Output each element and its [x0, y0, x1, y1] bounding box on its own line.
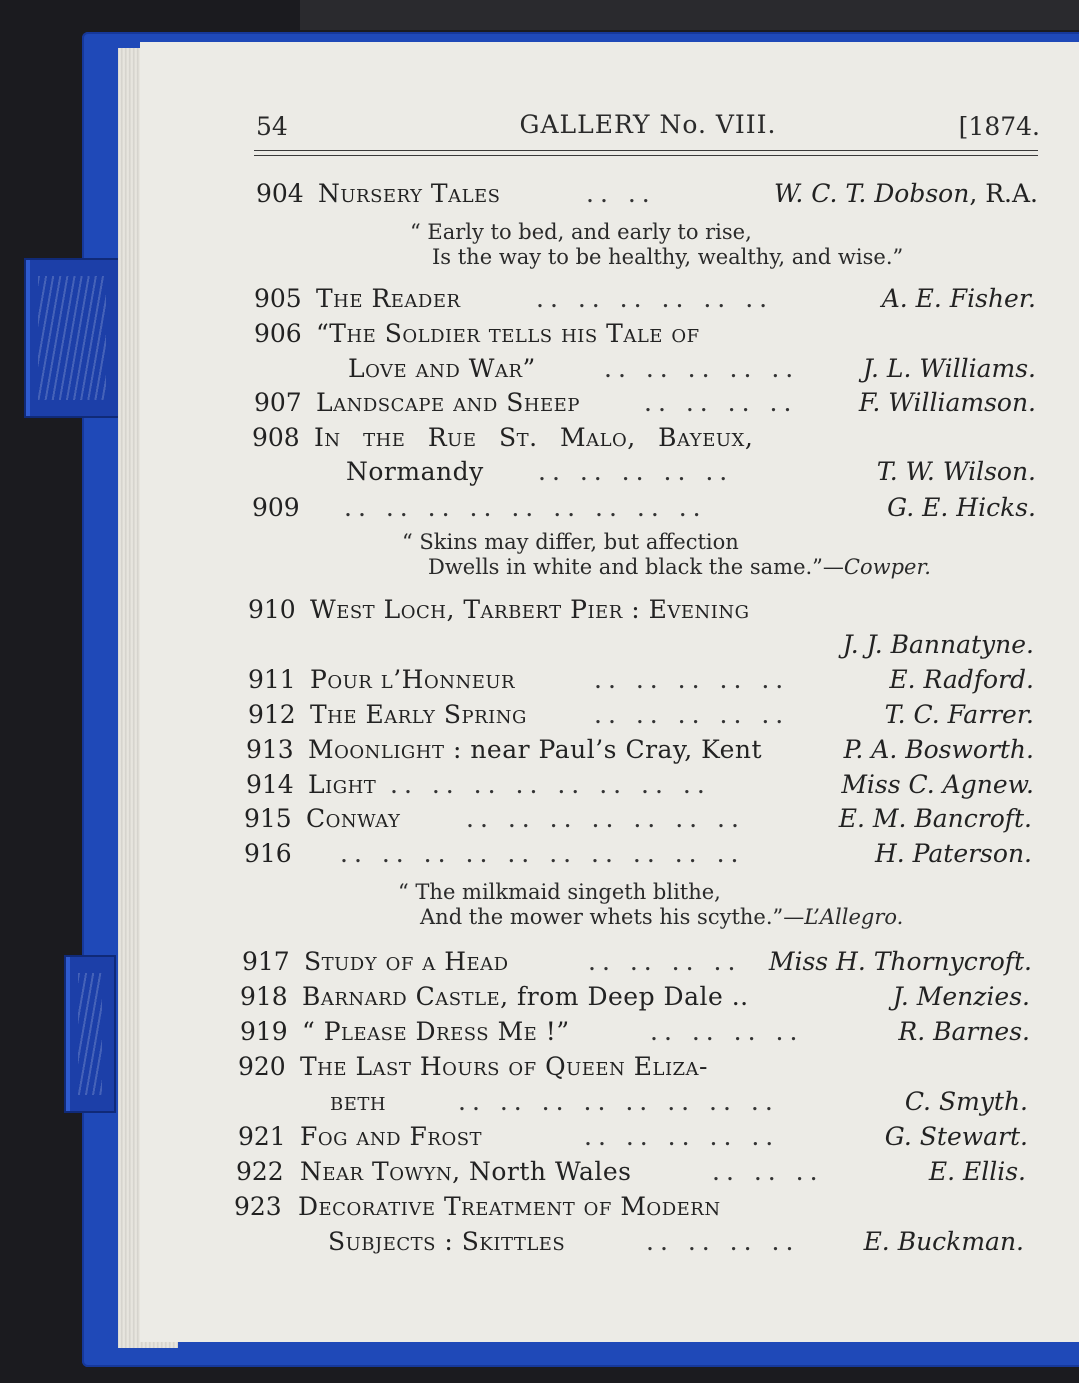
entry-title: Subjects : Skittles: [328, 1227, 566, 1256]
entry-number: 912: [248, 700, 296, 729]
header-rule: [254, 150, 1038, 156]
background-band: [300, 0, 1079, 30]
catalogue-entry: [252, 421, 1036, 455]
entry-title: “ Please Dress Me !”: [302, 1017, 570, 1046]
entry-title: Conway: [306, 804, 401, 833]
leader-dots: .. .. .. .. ..: [584, 1122, 780, 1151]
entry-title: Nursery Tales: [318, 179, 501, 208]
entry-number: 923: [234, 1192, 282, 1221]
entry-title: Normandy: [346, 457, 484, 486]
header-year: [1874.: [958, 112, 1040, 141]
quote-line: Is the way to be healthy, wealthy, and wise.”: [432, 245, 904, 269]
entry-title: Light: [308, 770, 377, 799]
entry-number: 917: [242, 947, 290, 976]
entry-title: The Last Hours of Queen Eliza-: [300, 1052, 709, 1081]
catalogue-entry: [242, 945, 1032, 979]
cover-tab: [24, 258, 120, 418]
entry-number: 906: [254, 319, 302, 348]
catalogue-entry: [240, 1015, 1030, 1049]
gallery-title: GALLERY No. VIII.: [519, 110, 777, 139]
catalogue-entry-continuation: [238, 1085, 1028, 1119]
catalogue-entry: [256, 177, 1038, 211]
leader-dots: .. .. .. ..: [646, 1227, 800, 1256]
quotation: [402, 530, 931, 580]
entry-title: “The Soldier tells his Tale of: [316, 319, 700, 348]
catalogue-entry: [252, 491, 1036, 525]
quote-line: And the mower whets his scythe.”—L’Allegro.: [420, 905, 904, 929]
entry-title: Pour l’Honneur: [310, 665, 516, 694]
catalogue-entry: [244, 802, 1032, 836]
entry-number: 905: [254, 284, 302, 313]
leader-dots: .. .. .. .. ..: [594, 700, 790, 729]
entry-number: 916: [244, 839, 292, 868]
entry-title: Moonlight : near Paul’s Cray, Kent: [308, 735, 763, 764]
entry-artist: J. Menzies.: [892, 982, 1030, 1011]
entry-number: 919: [240, 1017, 288, 1046]
entry-number: 922: [236, 1157, 284, 1186]
entry-artist: Miss C. Agnew.: [841, 770, 1034, 799]
entry-number: 911: [248, 665, 296, 694]
cover-tab: [64, 955, 116, 1113]
entry-artist: J. L. Williams.: [862, 354, 1036, 383]
catalogue-entry: [254, 386, 1036, 420]
entry-artist: H. Paterson.: [874, 839, 1032, 868]
catalogue-entry: [240, 980, 1030, 1014]
entry-title: The Reader: [316, 284, 461, 313]
catalogue-entry: [254, 317, 1036, 351]
entry-title: beth: [330, 1087, 387, 1116]
catalogue-entry: [246, 733, 1034, 767]
leader-dots: .. .. .. .. ..: [538, 457, 734, 486]
leader-dots: .. ..: [586, 179, 656, 208]
leader-dots: .. .. .. .. .. ..: [536, 284, 774, 313]
entry-number: 914: [246, 770, 294, 799]
catalogue-entry: [236, 1155, 1026, 1189]
entry-title: Landscape and Sheep: [316, 388, 580, 417]
entry-artist: P. A. Bosworth.: [843, 735, 1034, 764]
entry-artist: C. Smyth.: [904, 1087, 1028, 1116]
entry-artist: J. J. Bannatyne.: [842, 630, 1034, 659]
quote-line: “ Early to bed, and early to rise,: [410, 220, 752, 244]
entry-number: 918: [240, 982, 288, 1011]
leader-dots: .. .. .. .. .. .. .. .. ..: [344, 493, 707, 522]
quote-line: “ The milkmaid singeth blithe,: [398, 880, 721, 904]
entry-title: The Early Spring: [310, 700, 527, 729]
leader-dots: .. .. .. ..: [588, 947, 742, 976]
entry-number: 915: [244, 804, 292, 833]
entry-number: 910: [248, 595, 296, 624]
entry-artist: E. Radford.: [889, 665, 1034, 694]
entry-artist: E. Buckman.: [863, 1227, 1024, 1256]
entry-artist: T. W. Wilson.: [876, 457, 1036, 486]
catalogue-entry: [238, 1120, 1028, 1154]
catalogue-entry: [254, 282, 1036, 316]
entry-artist: T. C. Farrer.: [884, 700, 1034, 729]
leader-dots: .. .. .. .. .. .. ..: [466, 804, 745, 833]
catalogue-entry-continuation: [252, 455, 1036, 489]
quote-line: Dwells in white and black the same.”—Cowper.: [428, 555, 931, 579]
entry-number: 909: [252, 493, 300, 522]
catalogue-entry-continuation: [254, 352, 1036, 386]
entry-number: 907: [254, 388, 302, 417]
leader-dots: .. .. .. .. .. .. .. .. .. ..: [340, 839, 745, 868]
entry-title: West Loch, Tarbert Pier : Evening: [310, 595, 750, 624]
quotation: [398, 880, 903, 930]
entry-title: Study of a Head: [304, 947, 509, 976]
entry-artist: F. Williamson.: [858, 388, 1036, 417]
entry-title: Near Towyn, North Wales: [300, 1157, 632, 1186]
page-number: 54: [256, 112, 288, 141]
entry-artist: E. Ellis.: [928, 1157, 1026, 1186]
leader-dots: .. .. .. .. ..: [604, 354, 800, 383]
catalogue-entry: [234, 1190, 1024, 1224]
entry-number: 908: [252, 423, 300, 452]
catalogue-entry: [238, 1050, 1028, 1084]
entry-artist: E. M. Bancroft.: [838, 804, 1032, 833]
entry-artist: A. E. Fisher.: [881, 284, 1036, 313]
entry-title: Fog and Frost: [300, 1122, 483, 1151]
catalogue-entry: [244, 837, 1032, 871]
entry-number: 913: [246, 735, 294, 764]
entry-artist: G. E. Hicks.: [887, 493, 1036, 522]
leader-dots: .. .. .. ..: [650, 1017, 804, 1046]
entry-artist: Miss H. Thornycroft.: [768, 947, 1032, 976]
entry-title: In the Rue St. Malo, Bayeux,: [314, 423, 754, 452]
catalogue-entry-continuation: [234, 1225, 1024, 1259]
entry-title: Barnard Castle, from Deep Dale ..: [302, 982, 749, 1011]
catalogue-entry: [248, 698, 1034, 732]
quote-attribution: Cowper.: [843, 555, 931, 579]
catalogue-entry-continuation: [248, 628, 1034, 662]
leader-dots: .. .. .. ..: [644, 388, 798, 417]
entry-number: 921: [238, 1122, 286, 1151]
catalogue-entry: [248, 593, 1034, 627]
entry-artist: G. Stewart.: [884, 1122, 1028, 1151]
leader-dots: .. .. .. .. ..: [594, 665, 790, 694]
running-header: [256, 110, 1040, 144]
entry-artist: W. C. T. Dobson, R.A.: [774, 179, 1038, 208]
quote-line: “ Skins may differ, but affection: [402, 530, 739, 554]
catalogue-entry: [246, 768, 1034, 802]
entry-artist: R. Barnes.: [898, 1017, 1030, 1046]
entry-number: 904: [256, 179, 304, 208]
entry-title: Love and War”: [348, 354, 536, 383]
quote-attribution: L’Allegro.: [804, 905, 904, 929]
leader-dots: .. .. .. .. .. .. .. ..: [458, 1087, 779, 1116]
leader-dots: .. .. .. .. .. .. .. ..: [390, 770, 711, 799]
catalogue-entry: [248, 663, 1034, 697]
entry-number: 920: [238, 1052, 286, 1081]
quotation: [410, 220, 903, 270]
leader-dots: .. .. ..: [712, 1157, 824, 1186]
entry-title: Decorative Treatment of Modern: [298, 1192, 721, 1221]
